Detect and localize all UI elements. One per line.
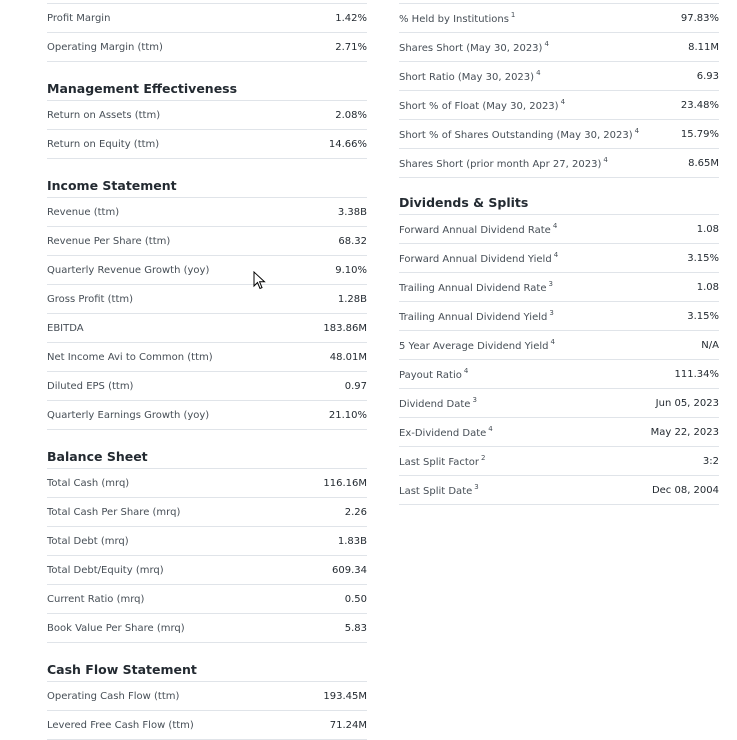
- stat-value: 3.15%: [687, 252, 719, 264]
- stat-row: [399, 360, 719, 389]
- footnote-marker[interactable]: 4: [553, 251, 559, 259]
- stat-row: [47, 401, 367, 430]
- stat-row: [399, 331, 719, 360]
- footnote-marker[interactable]: 4: [463, 367, 469, 375]
- stat-value: 2.26: [344, 506, 367, 518]
- stat-label-text: Profit Margin: [47, 12, 111, 24]
- footnote-marker[interactable]: 4: [634, 127, 640, 135]
- stat-value: 2.71%: [335, 41, 367, 53]
- stat-label: [399, 454, 485, 468]
- section-title: Income Statement: [47, 177, 367, 198]
- stat-value: 0.97: [344, 380, 367, 392]
- footnote-marker[interactable]: 3: [549, 309, 554, 317]
- stat-value: 71.24M: [329, 719, 367, 731]
- stat-label: [47, 478, 129, 489]
- stat-label-text: Operating Margin (ttm): [47, 41, 163, 53]
- stat-row: [399, 418, 719, 447]
- stat-label: [399, 280, 553, 294]
- stat-row: [399, 302, 719, 331]
- stat-row: [47, 585, 367, 614]
- stat-label-text: Total Debt/Equity (mrq): [47, 564, 164, 576]
- stat-label: [399, 251, 558, 265]
- stat-label-text: Short Ratio (May 30, 2023): [399, 72, 535, 83]
- stat-label: [399, 156, 608, 170]
- stat-label: [47, 323, 84, 334]
- stat-value: 15.79%: [680, 128, 719, 140]
- stat-label-text: Quarterly Revenue Growth (yoy): [47, 264, 210, 276]
- stat-row: [399, 273, 719, 302]
- stat-label-text: Diluted EPS (ttm): [47, 380, 134, 392]
- stat-label: [47, 565, 164, 576]
- stat-label-text: Last Split Date: [399, 486, 473, 497]
- stat-value: 23.48%: [680, 99, 719, 111]
- stat-value: 1.42%: [335, 12, 367, 24]
- stat-label-text: Return on Assets (ttm): [47, 109, 161, 121]
- stat-label: [47, 691, 179, 702]
- footnote-marker[interactable]: 4: [488, 425, 493, 433]
- stat-label-text: Dividend Date: [399, 399, 471, 410]
- stat-label: [399, 11, 515, 25]
- footnote-marker[interactable]: 3: [472, 396, 477, 404]
- stat-label: [399, 127, 639, 141]
- stat-value: 97.83%: [680, 12, 719, 24]
- stat-label-text: Forward Annual Dividend Yield: [399, 254, 552, 265]
- stat-value: 48.01M: [329, 351, 367, 363]
- stat-row: [47, 198, 367, 227]
- stat-label: [399, 338, 555, 352]
- stat-value: 116.16M: [323, 477, 367, 489]
- stat-label: [399, 40, 549, 54]
- stat-value: 1.28B: [337, 293, 367, 305]
- stat-row: [47, 614, 367, 643]
- stat-row: [399, 4, 719, 33]
- stat-label: [47, 381, 133, 392]
- stat-label: [399, 98, 565, 112]
- stat-row: [47, 527, 367, 556]
- stat-label: [47, 207, 119, 218]
- stat-label-text: Net Income Avi to Common (ttm): [47, 351, 213, 363]
- stat-row: [47, 556, 367, 585]
- right-stats-column: [399, 0, 719, 505]
- stat-label-text: Return on Equity (ttm): [47, 138, 160, 150]
- stat-value: Dec 08, 2004: [651, 484, 719, 496]
- stat-label: [47, 536, 129, 547]
- section-title: Balance Sheet: [47, 448, 367, 469]
- footnote-marker[interactable]: 4: [536, 69, 541, 77]
- stat-label-text: Operating Cash Flow (ttm): [47, 690, 180, 702]
- stat-value: 183.86M: [323, 322, 367, 334]
- stat-value: 5.83: [344, 622, 367, 634]
- stat-value: 8.65M: [688, 157, 719, 169]
- stat-value: May 22, 2023: [650, 426, 719, 438]
- stat-row: [399, 244, 719, 273]
- stat-value: 1.83B: [337, 535, 367, 547]
- footnote-marker[interactable]: 4: [544, 40, 549, 48]
- mouse-cursor-icon: [253, 271, 267, 291]
- stat-label-text: Payout Ratio: [399, 370, 462, 381]
- footnote-marker[interactable]: 4: [603, 156, 608, 164]
- stat-label: [47, 13, 110, 24]
- stat-label-text: Current Ratio (mrq): [47, 593, 145, 605]
- stat-row: [399, 91, 719, 120]
- stat-value: 3.38B: [337, 206, 367, 218]
- stat-value: 609.34: [332, 564, 367, 576]
- section-title: Cash Flow Statement: [47, 661, 367, 682]
- stat-row: [399, 120, 719, 149]
- stat-label-text: Last Split Factor: [399, 457, 479, 468]
- footnote-marker[interactable]: 1: [510, 11, 516, 19]
- stat-value: 14.66%: [328, 138, 367, 150]
- stat-value: N/A: [701, 339, 719, 351]
- stat-value: 111.34%: [674, 368, 719, 380]
- stat-row: [47, 469, 367, 498]
- stat-label-text: Book Value Per Share (mrq): [47, 622, 185, 634]
- stat-label: [47, 352, 213, 363]
- stat-label-text: Gross Profit (ttm): [47, 293, 134, 305]
- stat-row: [47, 343, 367, 372]
- stat-label: [399, 222, 557, 236]
- stat-label: [47, 139, 159, 150]
- stat-label: [399, 69, 541, 83]
- stat-row: [47, 4, 367, 33]
- stat-value: 9.10%: [335, 264, 367, 276]
- stat-label: [47, 42, 163, 53]
- section-title: Dividends & Splits: [399, 194, 719, 215]
- stat-label: [47, 410, 209, 421]
- stat-row: [399, 62, 719, 91]
- stat-label-text: Ex-Dividend Date: [399, 428, 487, 439]
- stat-row: [47, 314, 367, 343]
- stat-label: [399, 425, 493, 439]
- section-title: Management Effectiveness: [47, 80, 367, 101]
- stat-value: 6.93: [696, 70, 719, 82]
- stat-label: [47, 720, 194, 731]
- footnote-marker[interactable]: 4: [560, 98, 566, 106]
- stat-row: [399, 476, 719, 505]
- stat-label: [399, 309, 554, 323]
- stat-row: [47, 33, 367, 62]
- stat-label-text: 5 Year Average Dividend Yield: [399, 341, 549, 352]
- stat-label-text: Trailing Annual Dividend Rate: [399, 283, 547, 294]
- stat-row: [399, 389, 719, 418]
- stat-label-text: Trailing Annual Dividend Yield: [399, 312, 548, 323]
- stat-row: [47, 101, 367, 130]
- stat-label: [399, 367, 468, 381]
- stat-label-text: % Held by Institutions: [399, 14, 509, 25]
- stat-value: 8.11M: [688, 41, 719, 53]
- footnote-marker[interactable]: 3: [474, 483, 479, 491]
- stat-label: [47, 294, 133, 305]
- stat-value: 68.32: [338, 235, 367, 247]
- stat-label-text: Quarterly Earnings Growth (yoy): [47, 409, 210, 421]
- stat-value: 3.15%: [687, 310, 719, 322]
- stat-row: [47, 285, 367, 314]
- stat-label-text: Total Debt (mrq): [47, 535, 129, 547]
- stat-label-text: Shares Short (prior month Apr 27, 2023): [399, 159, 602, 170]
- stat-row: [47, 256, 367, 285]
- stat-label-text: Shares Short (May 30, 2023): [399, 43, 543, 54]
- stat-row: [47, 498, 367, 527]
- stat-row: [399, 33, 719, 62]
- stat-label: [47, 594, 144, 605]
- stat-label-text: Short % of Shares Outstanding (May 30, 2023): [399, 130, 633, 141]
- stat-row: [399, 149, 719, 178]
- stat-label: [47, 265, 209, 276]
- stat-label: [47, 623, 185, 634]
- stat-label-text: Levered Free Cash Flow (ttm): [47, 719, 194, 731]
- stat-label: [47, 110, 160, 121]
- stat-row: [47, 227, 367, 256]
- stat-row: [399, 447, 719, 476]
- stat-label-text: Total Cash Per Share (mrq): [47, 506, 181, 518]
- stat-row: [399, 215, 719, 244]
- stat-label: [47, 507, 180, 518]
- stat-row: [47, 130, 367, 159]
- stat-value: 21.10%: [328, 409, 367, 421]
- stat-value: 1.08: [696, 223, 719, 235]
- stat-label-text: Revenue Per Share (ttm): [47, 235, 171, 247]
- stat-row: [47, 682, 367, 711]
- stat-label-text: Short % of Float (May 30, 2023): [399, 101, 559, 112]
- stat-label: [399, 483, 479, 497]
- footnote-marker[interactable]: 4: [552, 222, 558, 230]
- footnote-marker[interactable]: 2: [480, 454, 486, 462]
- stat-value: 193.45M: [323, 690, 367, 702]
- stat-row: [47, 372, 367, 401]
- stat-value: 0.50: [344, 593, 367, 605]
- stat-label-text: Total Cash (mrq): [47, 477, 130, 489]
- stat-label-text: EBITDA: [47, 322, 84, 334]
- stat-value: 2.08%: [335, 109, 367, 121]
- stat-label-text: Revenue (ttm): [47, 206, 120, 218]
- footnote-marker[interactable]: 3: [548, 280, 553, 288]
- stat-label-text: Forward Annual Dividend Rate: [399, 225, 551, 236]
- stat-value: 3:2: [702, 455, 719, 467]
- stat-value: Jun 05, 2023: [655, 397, 719, 409]
- stat-label: [399, 396, 477, 410]
- stat-value: 1.08: [696, 281, 719, 293]
- left-stats-column: [47, 0, 367, 740]
- stat-label: [47, 236, 170, 247]
- footnote-marker[interactable]: 4: [550, 338, 555, 346]
